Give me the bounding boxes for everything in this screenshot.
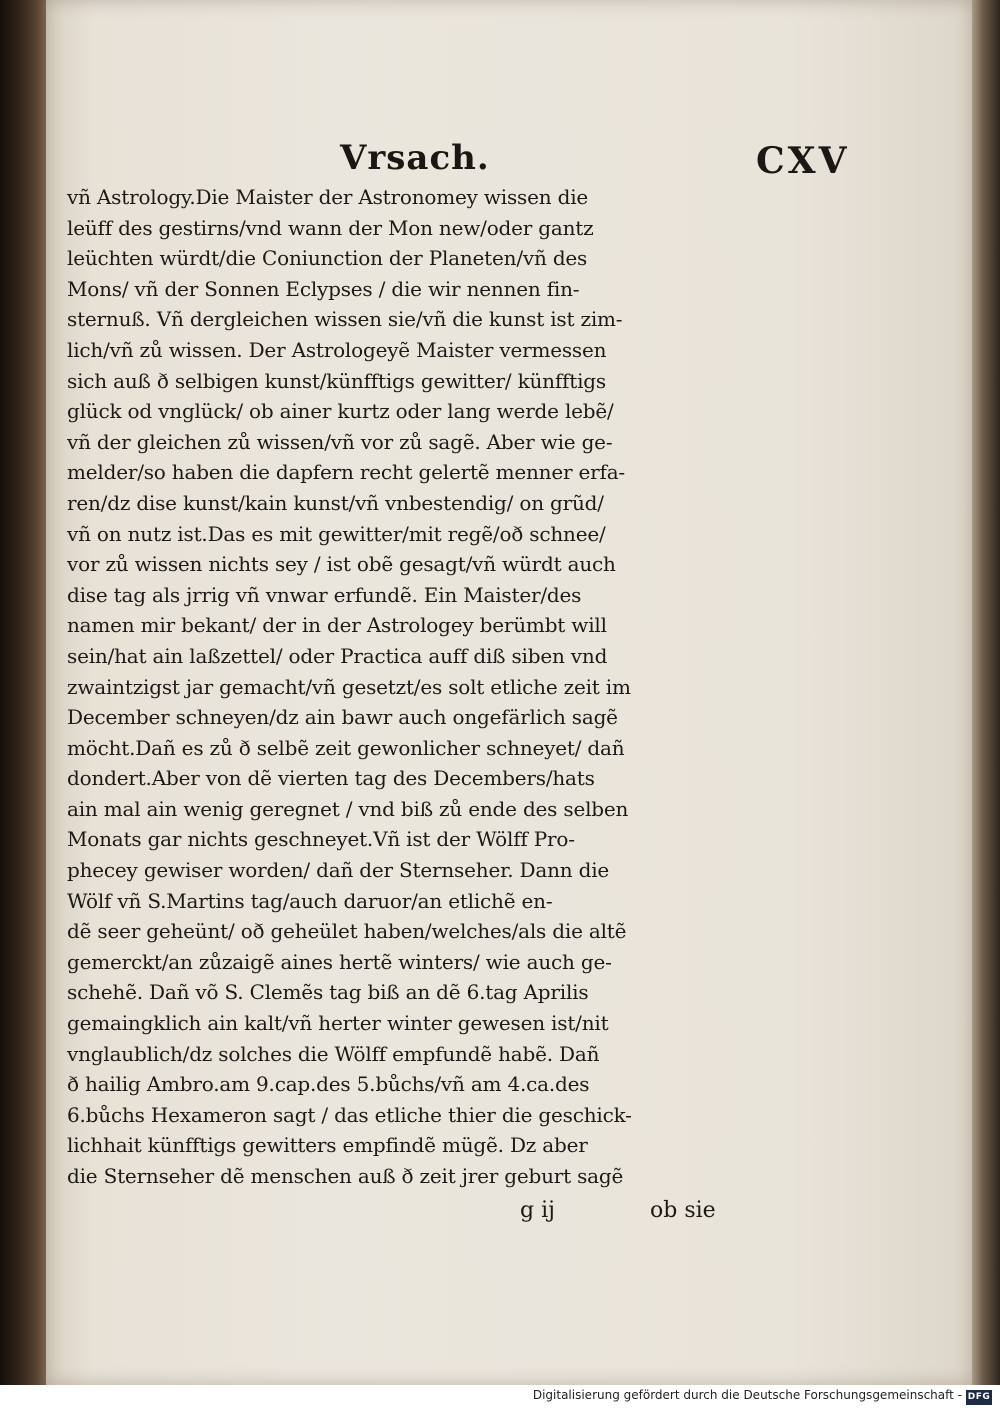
text-line: Mons/ vñ der Sonnen Eclypses / die wir nennen fin- [67, 276, 580, 301]
text-line: leüchten würdt/die Coniunction der Planeten/vñ des [67, 246, 588, 271]
text-line: Monats gar nichts geschneyet.Vñ ist der Wölff Pro- [67, 827, 575, 852]
text-line: möcht.Dañ es zů ð selbẽ zeit gewonlicher schneyet/ dañ [67, 735, 625, 760]
text-line: vñ der gleichen zů wissen/vñ vor zů sagẽ. Aber wie ge- [67, 429, 613, 454]
text-line: melder/so haben die dapfern recht gelertẽ menner erfa- [67, 460, 625, 485]
text-line: glück od vnglück/ ob ainer kurtz oder lang werde lebẽ/ [67, 399, 614, 424]
text-line: zwaintzigst jar gemacht/vñ gesetzt/es solt etliche zeit im [67, 674, 631, 699]
text-line: dẽ seer geheünt/ oð geheület haben/welches/als die altẽ [67, 919, 627, 944]
text-line: lichhait künfftigs gewitters empfindẽ mügẽ. Dz aber [67, 1133, 588, 1158]
text-line: namen mir bekant/ der in der Astrologey berümbt will [67, 613, 607, 638]
text-line: leüff des gestirns/vnd wann der Mon new/oder gantz [67, 215, 594, 240]
text-line: phecey gewiser worden/ dañ der Sternseher. Dann die [67, 858, 610, 883]
signature-mark: g ij [520, 1198, 555, 1223]
text-block [67, 182, 717, 1192]
digitization-credit: Digitalisierung gefördert durch die Deutsche Forschungsgemeinschaft - [532, 1388, 962, 1402]
text-line: ain mal ain wenig geregnet / vnd biß zů ende des selben [67, 796, 629, 821]
catchword: ob sie [650, 1198, 716, 1223]
text-line: Wölf vñ S.Martins tag/auch daruor/an etlichẽ en- [67, 888, 553, 913]
text-line: sein/hat ain laßzettel/ oder Practica auff diß siben vnd [67, 643, 608, 668]
text-line: gemaingklich ain kalt/vñ herter winter gewesen ist/nit [67, 1011, 609, 1036]
text-line: sich auß ð selbigen kunst/künfftigs gewitter/ künfftigs [67, 368, 606, 393]
folio-number: CXV [756, 140, 850, 182]
text-line: vñ Astrology.Die Maister der Astronomey wissen die [67, 185, 589, 209]
text-line: vnglaublich/dz solches die Wölff empfundẽ habẽ. Dañ [67, 1041, 600, 1066]
binding-gutter [0, 0, 46, 1385]
text-line: schehẽ. Dañ võ S. Clemẽs tag biß an dẽ 6.tag Aprilis [67, 980, 589, 1005]
text-line: 6.bůchs Hexameron sagt / das etliche thier die geschick- [67, 1102, 632, 1127]
text-line: sternuß. Vñ dergleichen wissen sie/vñ die kunst ist zim- [67, 307, 623, 332]
footer-bar [0, 1385, 1000, 1410]
text-line: ð hailig Ambro.am 9.cap.des 5.bůchs/vñ am 4.ca.des [67, 1072, 590, 1097]
page-edge [972, 0, 1000, 1385]
text-line: dondert.Aber von dẽ vierten tag des Decembers/hats [67, 766, 595, 791]
text-line: gemerckt/an zůzaigẽ aines hertẽ winters/ wie auch ge- [67, 949, 612, 974]
text-line: vor zů wissen nichts sey / ist obẽ gesagt/vñ würdt auch [67, 552, 616, 577]
running-head: Vrsach. [340, 138, 490, 178]
text-line: die Sternseher dẽ menschen auß ð zeit jrer geburt sagẽ [67, 1164, 624, 1188]
text-line: dise tag als jrrig vñ vnwar erfundẽ. Ein Maister/des [67, 582, 582, 607]
text-line: ren/dz dise kunst/kain kunst/vñ vnbestendig/ on grũd/ [67, 490, 604, 515]
text-line: December schneyen/dz ain bawr auch ongefärlich sagẽ [67, 705, 618, 730]
text-line: vñ on nutz ist.Das es mit gewitter/mit regẽ/oð schnee/ [67, 521, 606, 546]
text-line: lich/vñ zů wissen. Der Astrologeyẽ Maister vermessen [67, 337, 607, 362]
catch-line [520, 1198, 720, 1232]
dfg-logo-icon: DFG [966, 1390, 992, 1405]
